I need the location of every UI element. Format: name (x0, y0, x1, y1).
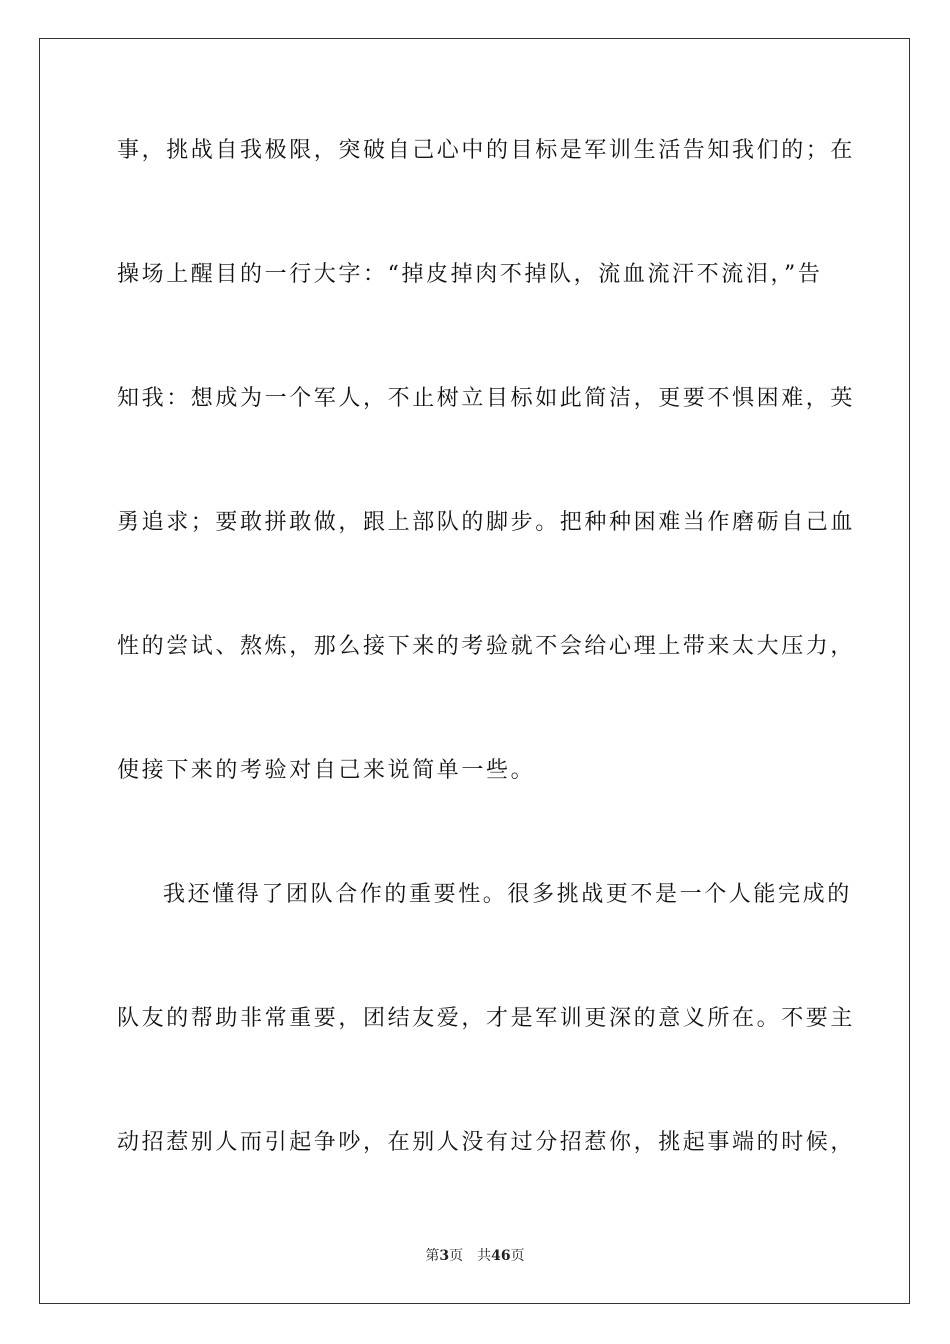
current-page-number: 3 (439, 1248, 450, 1264)
paragraph-line-7: 我还懂得了团队合作的重要性。很多挑战更不是一个人能完成的 (163, 882, 852, 907)
paragraph-line-6: 使接下来的考验对自己来说简单一些。 (117, 758, 536, 783)
paragraph-line-4: 勇追求；要敢拼敢做，跟上部队的脚步。把种种困难当作磨砺自己血 (117, 510, 856, 535)
page-footer (0, 1247, 950, 1265)
total-suffix: 页 (510, 1248, 525, 1264)
paragraph-line-3: 知我：想成为一个军人，不止树立目标如此简洁，更要不惧困难，英 (117, 386, 856, 411)
total-prefix: 共 (477, 1248, 492, 1264)
page-suffix: 页 (449, 1248, 464, 1264)
paragraph-line-8: 队友的帮助非常重要，团结友爱，才是军训更深的意义所在。不要主 (117, 1006, 856, 1031)
page-prefix: 第 (425, 1248, 440, 1264)
paragraph-line-1: 事，挑战自我极限，突破自己心中的目标是军训生活告知我们的；在 (117, 138, 856, 163)
page-border (39, 38, 910, 1304)
paragraph-line-9: 动招惹别人而引起争吵，在别人没有过分招惹你，挑起事端的时候， (117, 1130, 856, 1155)
paragraph-line-5: 性的尝试、熬炼，那么接下来的考验就不会给心理上带来太大压力， (117, 634, 856, 659)
total-page-count: 46 (491, 1248, 511, 1264)
paragraph-line-2: 操场上醒目的一行大字：“掉皮掉肉不掉队，流血流汗不流泪，”告 (117, 262, 823, 287)
